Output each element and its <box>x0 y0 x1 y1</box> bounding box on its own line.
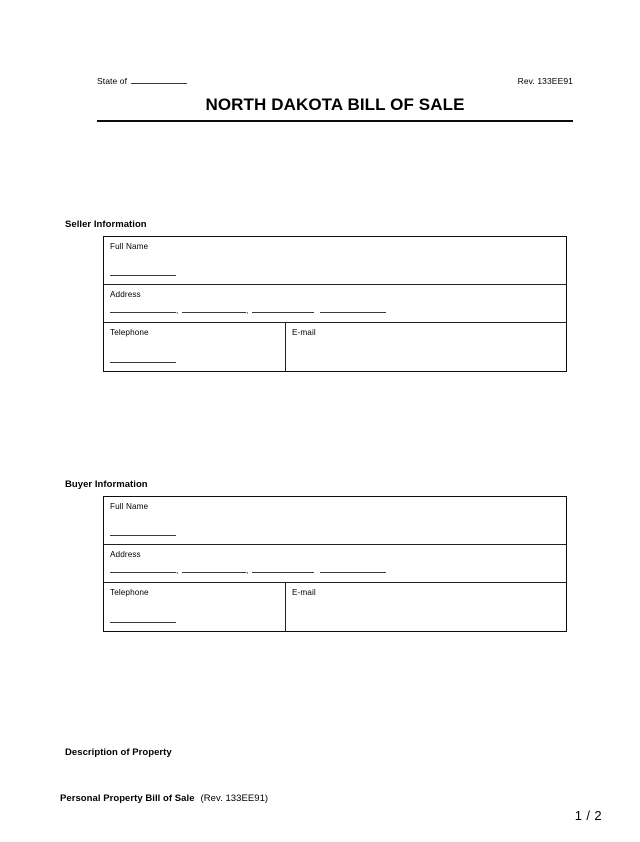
address-comma-2: , <box>246 306 249 315</box>
buyer-address-inputs <box>110 563 386 575</box>
seller-section-heading: Seller Information <box>65 219 147 230</box>
buyer-address-street-input[interactable] <box>110 563 176 573</box>
title-divider <box>97 120 573 122</box>
seller-full-name-cell <box>104 237 566 284</box>
state-of-blank[interactable] <box>131 74 187 84</box>
buyer-address-row <box>104 545 566 583</box>
seller-address-city-input[interactable] <box>182 303 246 313</box>
buyer-information-table <box>103 496 567 632</box>
footer-revision-code: (Rev. 133EE91) <box>200 793 269 804</box>
buyer-full-name-row <box>104 497 566 545</box>
seller-email-cell[interactable] <box>286 323 566 371</box>
seller-telephone-cell <box>104 323 286 371</box>
buyer-contact-row <box>104 583 566 631</box>
address-comma-1: , <box>176 306 179 315</box>
buyer-address-cell <box>104 545 566 582</box>
document-header <box>97 74 573 86</box>
seller-telephone-input[interactable] <box>110 362 176 363</box>
state-of-field <box>97 74 187 86</box>
buyer-telephone-input[interactable] <box>110 622 176 623</box>
page-title: NORTH DAKOTA BILL OF SALE <box>205 95 465 114</box>
seller-address-street-input[interactable] <box>110 303 176 313</box>
description-of-property-heading: Description of Property <box>65 747 172 758</box>
page-number-indicator: 1 / 2 <box>574 808 602 823</box>
buyer-email-label: E-mail <box>292 588 316 597</box>
seller-information-table <box>103 236 567 372</box>
buyer-telephone-cell <box>104 583 286 631</box>
address-comma-1: , <box>176 566 179 575</box>
buyer-section-heading: Buyer Information <box>65 479 148 490</box>
seller-telephone-label: Telephone <box>110 328 149 337</box>
buyer-address-state-input[interactable] <box>252 563 314 573</box>
seller-contact-row <box>104 323 566 371</box>
seller-address-state-input[interactable] <box>252 303 314 313</box>
buyer-full-name-label: Full Name <box>110 502 149 511</box>
seller-address-zip-input[interactable] <box>320 303 386 313</box>
seller-address-label: Address <box>110 290 141 299</box>
buyer-address-label: Address <box>110 550 141 559</box>
revision-code-top: Rev. 133EE91 <box>517 76 573 86</box>
state-of-label: State of <box>97 76 128 86</box>
seller-email-label: E-mail <box>292 328 316 337</box>
buyer-address-city-input[interactable] <box>182 563 246 573</box>
buyer-full-name-input[interactable] <box>110 535 176 536</box>
footer-document-title: Personal Property Bill of Sale <box>60 793 195 804</box>
buyer-email-cell[interactable] <box>286 583 566 631</box>
seller-address-row <box>104 285 566 323</box>
buyer-full-name-cell <box>104 497 566 544</box>
seller-full-name-input[interactable] <box>110 275 176 276</box>
seller-full-name-row <box>104 237 566 285</box>
seller-address-inputs <box>110 303 386 315</box>
seller-address-cell <box>104 285 566 322</box>
address-comma-2: , <box>246 566 249 575</box>
document-footer <box>60 793 268 804</box>
seller-full-name-label: Full Name <box>110 242 149 251</box>
buyer-address-zip-input[interactable] <box>320 563 386 573</box>
buyer-telephone-label: Telephone <box>110 588 149 597</box>
